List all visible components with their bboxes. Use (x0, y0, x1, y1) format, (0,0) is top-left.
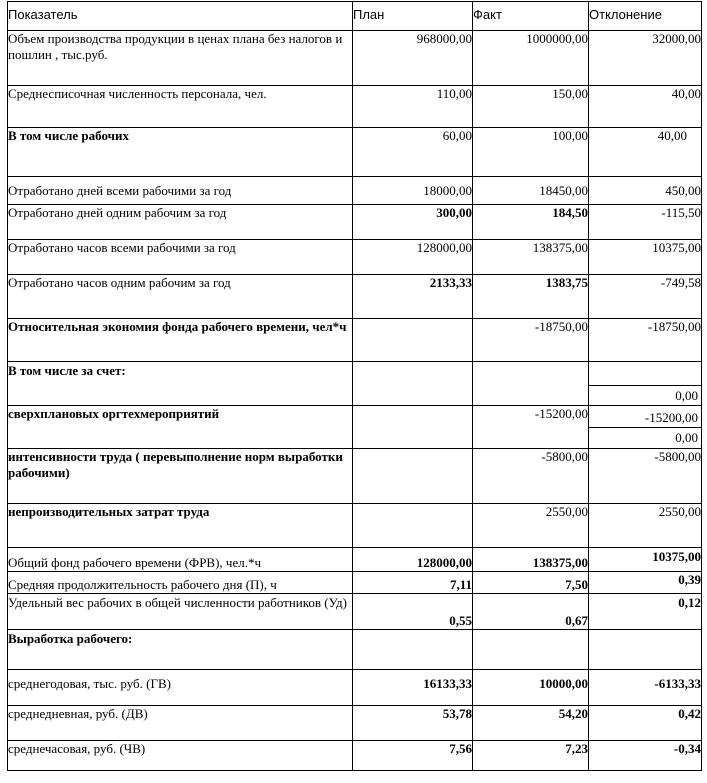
table-row (8, 31, 702, 86)
row-label: Среднесписочная численность персонала, чел. (8, 86, 353, 128)
header-row (8, 2, 702, 31)
fact-cell: 138375,00 (473, 240, 589, 275)
deviation-empty-subcell (589, 362, 701, 386)
fact-cell: 54,20 (473, 706, 589, 741)
fact-cell: 150,00 (473, 86, 589, 128)
plan-cell: 7,56 (353, 741, 473, 771)
fact-cell: 2550,00 (473, 504, 589, 548)
row-label: Выработка рабочего: (8, 630, 353, 670)
deviation-cell: 40,00 (589, 86, 702, 128)
table-row (8, 630, 702, 670)
deviation-cell: 0,39 (589, 572, 702, 594)
fact-cell: 18450,00 (473, 177, 589, 205)
table-row (8, 177, 702, 205)
table-row (8, 128, 702, 177)
row-label: среднедневная, руб. (ДВ) (8, 706, 353, 741)
row-label: непроизводительных затрат труда (8, 504, 353, 548)
plan-cell: 968000,00 (353, 31, 473, 86)
table-row (8, 406, 702, 449)
plan-cell (353, 319, 473, 362)
deviation-cell: -115,50 (589, 205, 702, 240)
fact-cell: 184,50 (473, 205, 589, 240)
deviation-subcell: 0,00 (675, 388, 698, 403)
fact-cell: 100,00 (473, 128, 589, 177)
deviation-cell: 10375,00 (589, 240, 702, 275)
productivity-table (7, 1, 702, 771)
table-row (8, 741, 702, 771)
table-row (8, 594, 702, 630)
deviation-cell: 0,12 (589, 594, 702, 630)
fact-cell (473, 362, 589, 406)
header-plan: План (353, 2, 473, 31)
row-label: В том числе за счет: (8, 362, 353, 406)
row-label: Объем производства продукции в ценах плана без налогов и пошлин , тыс.руб. (8, 31, 353, 86)
fact-cell: 1000000,00 (473, 31, 589, 86)
row-label: В том числе рабочих (8, 128, 353, 177)
header-fact: Факт (473, 2, 589, 31)
row-label: Средняя продолжительность рабочего дня (П), ч (8, 572, 353, 594)
table-row (8, 275, 702, 319)
row-label: Отработано дней всеми рабочими за год (8, 177, 353, 205)
fact-cell: 7,50 (473, 572, 589, 594)
deviation-cell: 32000,00 (589, 31, 702, 86)
table-row (8, 205, 702, 240)
table-row (8, 670, 702, 706)
table-row (8, 86, 702, 128)
table-row (8, 240, 702, 275)
deviation-cell: -5800,00 (589, 449, 702, 504)
table-row (8, 449, 702, 504)
plan-cell (353, 504, 473, 548)
deviation-cell: -18750,00 (589, 319, 702, 362)
deviation-cell: -6133,33 (589, 670, 702, 706)
row-label: Удельный вес рабочих в общей численности работников (Уд) (8, 594, 353, 630)
deviation-subcell: -15200,00 (589, 406, 701, 428)
row-label: Отработано часов всеми рабочими за год (8, 240, 353, 275)
deviation-cell: -749,58 (589, 275, 702, 319)
deviation-cell (589, 362, 702, 406)
deviation-cell: 10375,00 (589, 548, 702, 572)
fact-cell: -15200,00 (473, 406, 589, 449)
row-label: среднечасовая, руб. (ЧВ) (8, 741, 353, 771)
header-indicator: Показатель (8, 2, 353, 31)
deviation-subcell-2: 0,00 (675, 430, 698, 445)
deviation-cell: 450,00 (589, 177, 702, 205)
table-row (8, 548, 702, 572)
plan-cell (353, 362, 473, 406)
table-row (8, 362, 702, 406)
plan-cell (353, 406, 473, 449)
plan-cell: 60,00 (353, 128, 473, 177)
fact-cell: -18750,00 (473, 319, 589, 362)
table-row (8, 572, 702, 594)
deviation-cell: 2550,00 (589, 504, 702, 548)
row-label: среднегодовая, тыс. руб. (ГВ) (8, 670, 353, 706)
plan-cell: 53,78 (353, 706, 473, 741)
plan-cell: 300,00 (353, 205, 473, 240)
row-label: сверхплановых оргтехмероприятий (8, 406, 353, 449)
plan-cell: 128000,00 (353, 240, 473, 275)
plan-cell: 18000,00 (353, 177, 473, 205)
row-label: Отработано часов одним рабочим за год (8, 275, 353, 319)
row-label: интенсивности труда ( перевыполнение норм выработки рабочими) (8, 449, 353, 504)
deviation-cell (589, 630, 702, 670)
plan-cell: 2133,33 (353, 275, 473, 319)
header-deviation: Отклонение (589, 2, 702, 31)
fact-cell (473, 630, 589, 670)
deviation-cell (589, 406, 702, 449)
table-row (8, 319, 702, 362)
plan-cell (353, 630, 473, 670)
plan-cell: 128000,00 (353, 548, 473, 572)
plan-cell: 16133,33 (353, 670, 473, 706)
plan-cell: 110,00 (353, 86, 473, 128)
row-label: Общий фонд рабочего времени (ФРВ), чел.*ч (8, 548, 353, 572)
fact-cell: 1383,75 (473, 275, 589, 319)
plan-cell: 7,11 (353, 572, 473, 594)
fact-cell: 7,23 (473, 741, 589, 771)
deviation-cell: 40,00 (589, 128, 702, 177)
table-row (8, 504, 702, 548)
row-label: Относительная экономия фонда рабочего времени, чел*ч (8, 319, 353, 362)
row-label: Отработано дней одним рабочим за год (8, 205, 353, 240)
fact-cell: 138375,00 (473, 548, 589, 572)
plan-cell (353, 449, 473, 504)
deviation-cell: 0,42 (589, 706, 702, 741)
table-row (8, 706, 702, 741)
deviation-cell: -0,34 (589, 741, 702, 771)
fact-cell: 0,67 (473, 594, 589, 630)
fact-cell: 10000,00 (473, 670, 589, 706)
fact-cell: -5800,00 (473, 449, 589, 504)
plan-cell: 0,55 (353, 594, 473, 630)
